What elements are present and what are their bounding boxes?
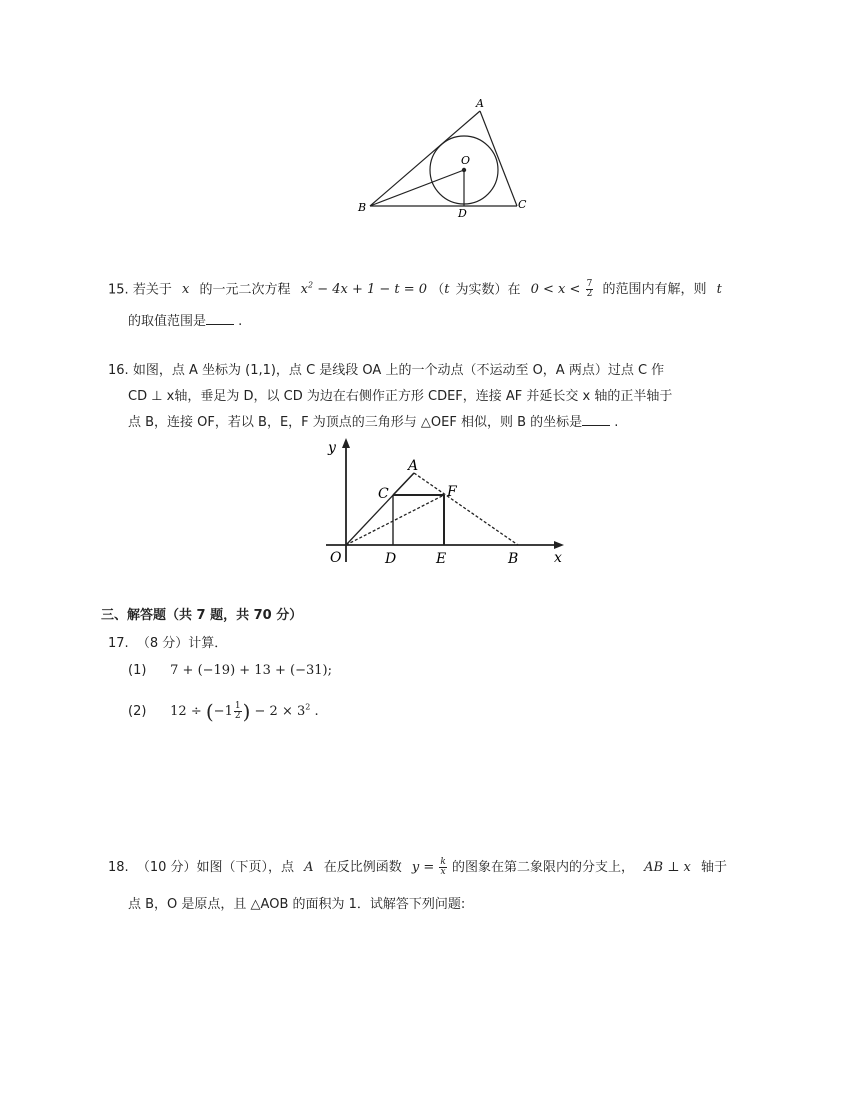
answer-blank[interactable]	[582, 413, 610, 426]
label-c: C	[518, 198, 527, 211]
math-var: t	[716, 282, 722, 298]
question-number: 16.	[108, 363, 129, 378]
label-o: O	[330, 550, 342, 566]
text: （10 分）如图（下页），点	[136, 860, 295, 875]
fraction-denominator: 2	[586, 289, 593, 300]
segment-ca	[393, 473, 414, 495]
label-x: x	[554, 550, 562, 566]
text: 点 B，连接 OF，若以 B，E，F 为顶点的三角形与 △OEF 相似，则 B 的坐标是	[128, 415, 583, 430]
fraction	[439, 858, 446, 877]
x-axis-arrow	[554, 541, 564, 549]
expr-suffix: − 2 × 3	[254, 704, 306, 720]
text: 的一元二次方程	[199, 282, 291, 298]
question-16-line3	[128, 413, 618, 433]
question-number: 15.	[108, 282, 129, 298]
question-15-line1	[108, 276, 722, 300]
label-o: O	[461, 154, 471, 167]
fraction-numerator: 1	[234, 701, 241, 712]
question-number: 18.	[108, 860, 129, 875]
text: 的图象在第二象限内的分支上，	[451, 860, 634, 875]
text: 若关于	[132, 282, 172, 298]
question-15-line2	[128, 312, 242, 332]
section-title: 三、解答题（共 7 题，共 70 分）	[101, 608, 303, 623]
segment-of	[346, 495, 444, 545]
math-expression: AB ⊥ x	[644, 860, 691, 875]
edge-ac	[480, 111, 517, 206]
label-e: E	[436, 551, 447, 567]
fraction-numerator: k	[440, 857, 446, 867]
fraction	[586, 280, 594, 299]
fraction	[234, 702, 242, 721]
fraction-denominator: x	[440, 867, 446, 877]
question-number: 17.	[108, 636, 129, 651]
axes-square-figure	[322, 436, 572, 568]
math-expression: 7 + (−19) + 13 + (−31);	[170, 663, 332, 678]
expr-end: .	[314, 704, 319, 720]
question-18-line2	[128, 895, 465, 915]
question-18-line1	[108, 858, 727, 878]
text: .	[614, 415, 619, 430]
fraction-numerator: 7	[586, 279, 593, 290]
part-label: (1)	[128, 663, 147, 678]
label-c: C	[378, 486, 389, 502]
math-var: t	[444, 282, 450, 298]
text: （	[431, 282, 445, 298]
text: 点 B，O 是原点，且 △AOB 的面积为 1．试解答下列问题:	[128, 897, 466, 912]
part-label: (2)	[128, 704, 147, 720]
label-b: B	[508, 551, 519, 567]
center-point	[462, 168, 466, 172]
math-range: 0 < x <	[530, 282, 581, 298]
segment-ab	[414, 473, 518, 545]
label-a: A	[408, 458, 419, 474]
text: 如图，点 A 坐标为 (1,1)，点 C 是线段 OA 上的一个动点（不运动至 O，A 两点）过点 C 作	[132, 363, 665, 378]
text: 的取值范围是	[128, 314, 207, 329]
question-16-line1	[108, 361, 664, 381]
math-function: y =	[411, 860, 435, 875]
expr-prefix: 12 ÷	[170, 704, 202, 720]
right-paren: )	[242, 699, 251, 724]
equation-tail: − 4x + 1 − t = 0	[317, 282, 428, 298]
fraction-denominator: 2	[234, 711, 241, 722]
triangle-incircle-figure	[350, 95, 540, 225]
question-16-line2	[128, 387, 672, 407]
label-y: y	[328, 440, 336, 456]
label-d: D	[385, 551, 397, 567]
text: 在反比例函数	[323, 860, 402, 875]
text: （8 分）计算．	[136, 636, 228, 651]
label-f: F	[447, 484, 457, 500]
math-var: A	[304, 860, 314, 875]
answer-blank[interactable]	[206, 312, 234, 325]
text: 轴于	[701, 860, 728, 875]
question-17-part1	[128, 661, 332, 681]
left-paren: (	[205, 699, 214, 724]
y-axis-arrow	[342, 438, 350, 448]
math-var: x	[181, 282, 190, 298]
text: 为实数）在	[455, 282, 521, 298]
math-expression: 12 ÷ (−1 $\frac{1}{2}$ ) − $2 \times 3^2$ .	[170, 699, 319, 724]
math-equation: $x^2 - 4x + 1 - t = 0$	[300, 281, 428, 298]
question-17	[108, 634, 227, 654]
label-b: B	[358, 201, 367, 214]
label-d: D	[458, 207, 467, 220]
label-a: A	[476, 97, 484, 110]
mixed-number: −1	[213, 704, 233, 720]
question-17-part2	[128, 698, 319, 722]
text: 的范围内有解，则	[602, 282, 707, 298]
text: .	[238, 314, 243, 329]
text: CD ⊥ x轴，垂足为 D，以 CD 为边在右侧作正方形 CDEF，连接 AF 并延长交 x 轴的正半轴于	[128, 389, 673, 404]
